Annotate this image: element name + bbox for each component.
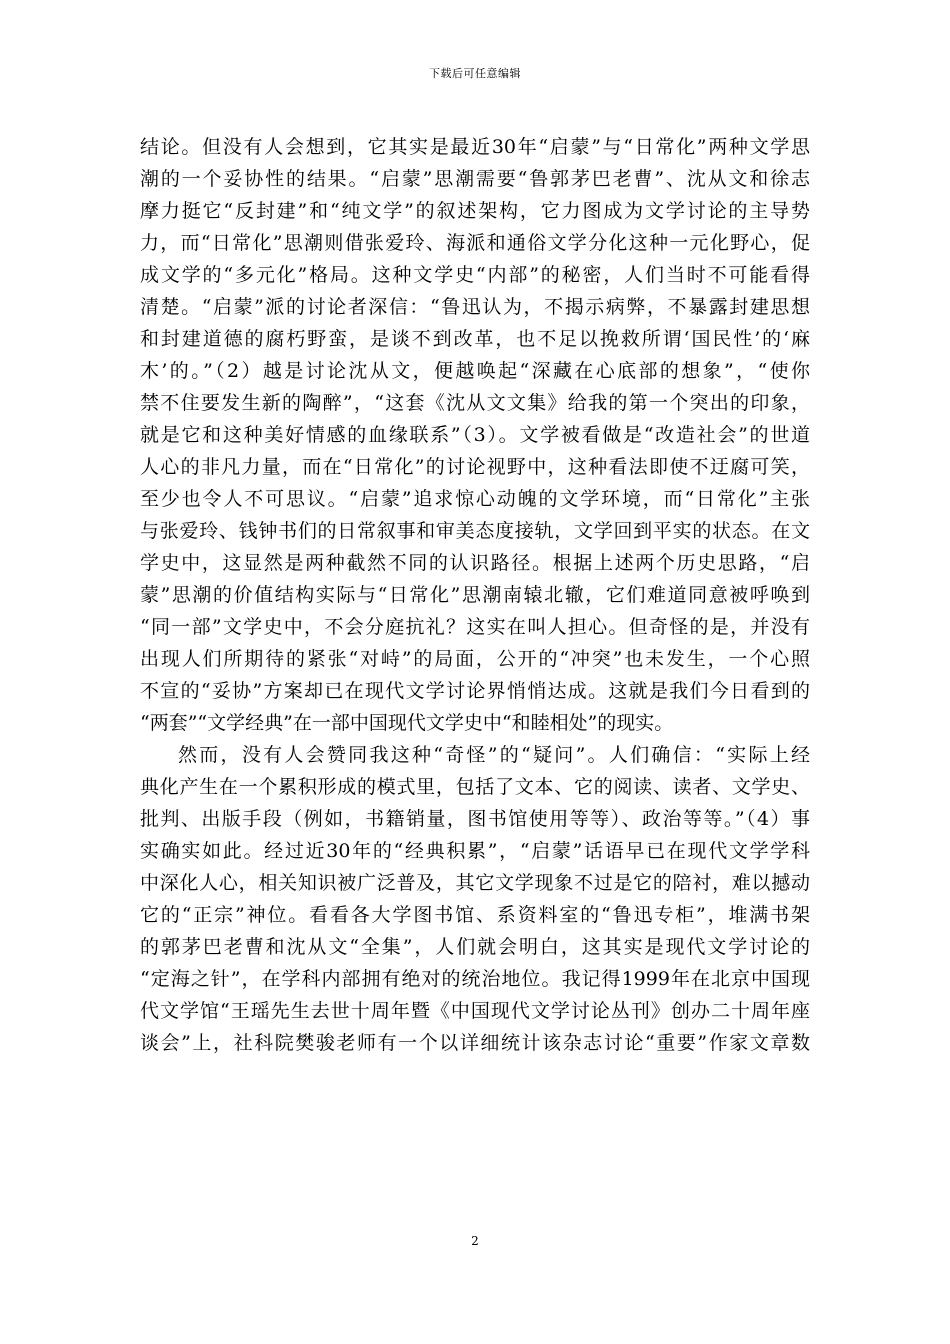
text-line: 木’的。”（2）越是讨论沈从文，便越唤起“深藏在心底部的想象”，“使你 [140, 360, 810, 382]
text-line: 就是它和这种美好情感的血缘联系”（3）。文学被看做是“改造社会”的世道 [140, 424, 810, 446]
text-line: 成文学的“多元化”格局。这种文学史“内部”的秘密，人们当时不可能看得 [140, 264, 810, 286]
text-line: 潮的一个妥协性的结果。“启蒙”思潮需要“鲁郭茅巴老曹”、沈从文和徐志 [140, 168, 810, 190]
text-line: 谈会”上，社科院樊骏老师有一个以详细统计该杂志讨论“重要”作家文章数 [140, 1032, 810, 1054]
paragraph-2 [140, 739, 810, 1059]
text-line: “同一部”文学史中，不会分庭抗礼？这实在叫人担心。但奇怪的是，并没有 [140, 616, 810, 638]
text-line: 出现人们所期待的紧张“对峙”的局面，公开的“冲突”也未发生，一个心照 [140, 648, 810, 670]
text-line: 学史中，这显然是两种截然不同的认识路径。根据上述两个历史思路，“启 [140, 552, 810, 574]
text-line: 清楚。“启蒙”派的讨论者深信：“鲁迅认为，不揭示病弊，不暴露封建思想 [140, 296, 810, 318]
text-line: 人心的非凡力量，而在“日常化”的讨论视野中，这种看法即使不迂腐可笑， [140, 456, 810, 478]
text-line: 禁不住要发生新的陶醉”，“这套《沈从文文集》给我的第一个突出的印象， [140, 392, 810, 414]
text-line: 它的“正宗”神位。看看各大学图书馆、系资料室的“鲁迅专柜”，堆满书架 [140, 904, 810, 926]
text-line: 与张爱玲、钱钟书们的日常叙事和审美态度接轨，文学回到平实的状态。在文 [140, 520, 810, 542]
page-number: 2 [471, 1234, 479, 1248]
text-line: 典化产生在一个累积形成的模式里，包括了文本、它的阅读、读者、文学史、 [140, 776, 810, 798]
paragraph-1 [140, 131, 810, 739]
text-line: 中深化人心，相关知识被广泛普及，其它文学现象不过是它的陪衬，难以撼动 [140, 872, 810, 894]
text-line: 力，而“日常化”思潮则借张爱玲、海派和通俗文学分化这种一元化野心，促 [140, 232, 810, 254]
text-line: 的郭茅巴老曹和沈从文“全集”，人们就会明白，这其实是现代文学讨论的 [140, 936, 810, 958]
text-line: 批判、出版手段（例如，书籍销量，图书馆使用等等）、政治等等。”（4）事 [140, 808, 810, 830]
text-line: 至少也令人不可思议。“启蒙”追求惊心动魄的文学环境，而“日常化”主张 [140, 488, 810, 510]
text-line: 代文学馆“王瑶先生去世十周年暨《中国现代文学讨论丛刊》创办二十周年座 [140, 1000, 810, 1022]
page-header: 下载后可任意编辑 [429, 67, 521, 80]
text-line: 不宣的“妥协”方案却已在现代文学讨论界悄悄达成。这就是我们今日看到的 [140, 680, 810, 702]
text-line: 实确实如此。经过近30年的“经典积累”，“启蒙”话语早已在现代文学学科 [140, 840, 810, 862]
text-line: 蒙”思潮的价值结构实际与“日常化”思潮南辕北辙，它们难道同意被呼唤到 [140, 584, 810, 606]
text-line: 结论。但没有人会想到，它其实是最近30年“启蒙”与“日常化”两种文学思 [140, 136, 810, 158]
text-line: “定海之针”，在学科内部拥有绝对的统治地位。我记得1999年在北京中国现 [140, 968, 810, 990]
body-text [140, 131, 810, 1059]
text-line: 摩力挺它“反封建”和“纯文学”的叙述架构，它力图成为文学讨论的主导势 [140, 200, 810, 222]
text-line: 然而，没有人会赞同我这种“奇怪”的“疑问”。人们确信：“实际上经 [178, 744, 810, 766]
text-line: “两套”“文学经典”在一部中国现代文学史中“和睦相处”的现实。 [140, 712, 674, 734]
text-line: 和封建道德的腐朽野蛮，是谈不到改革，也不足以挽救所谓‘国民性’的‘麻 [140, 328, 810, 350]
